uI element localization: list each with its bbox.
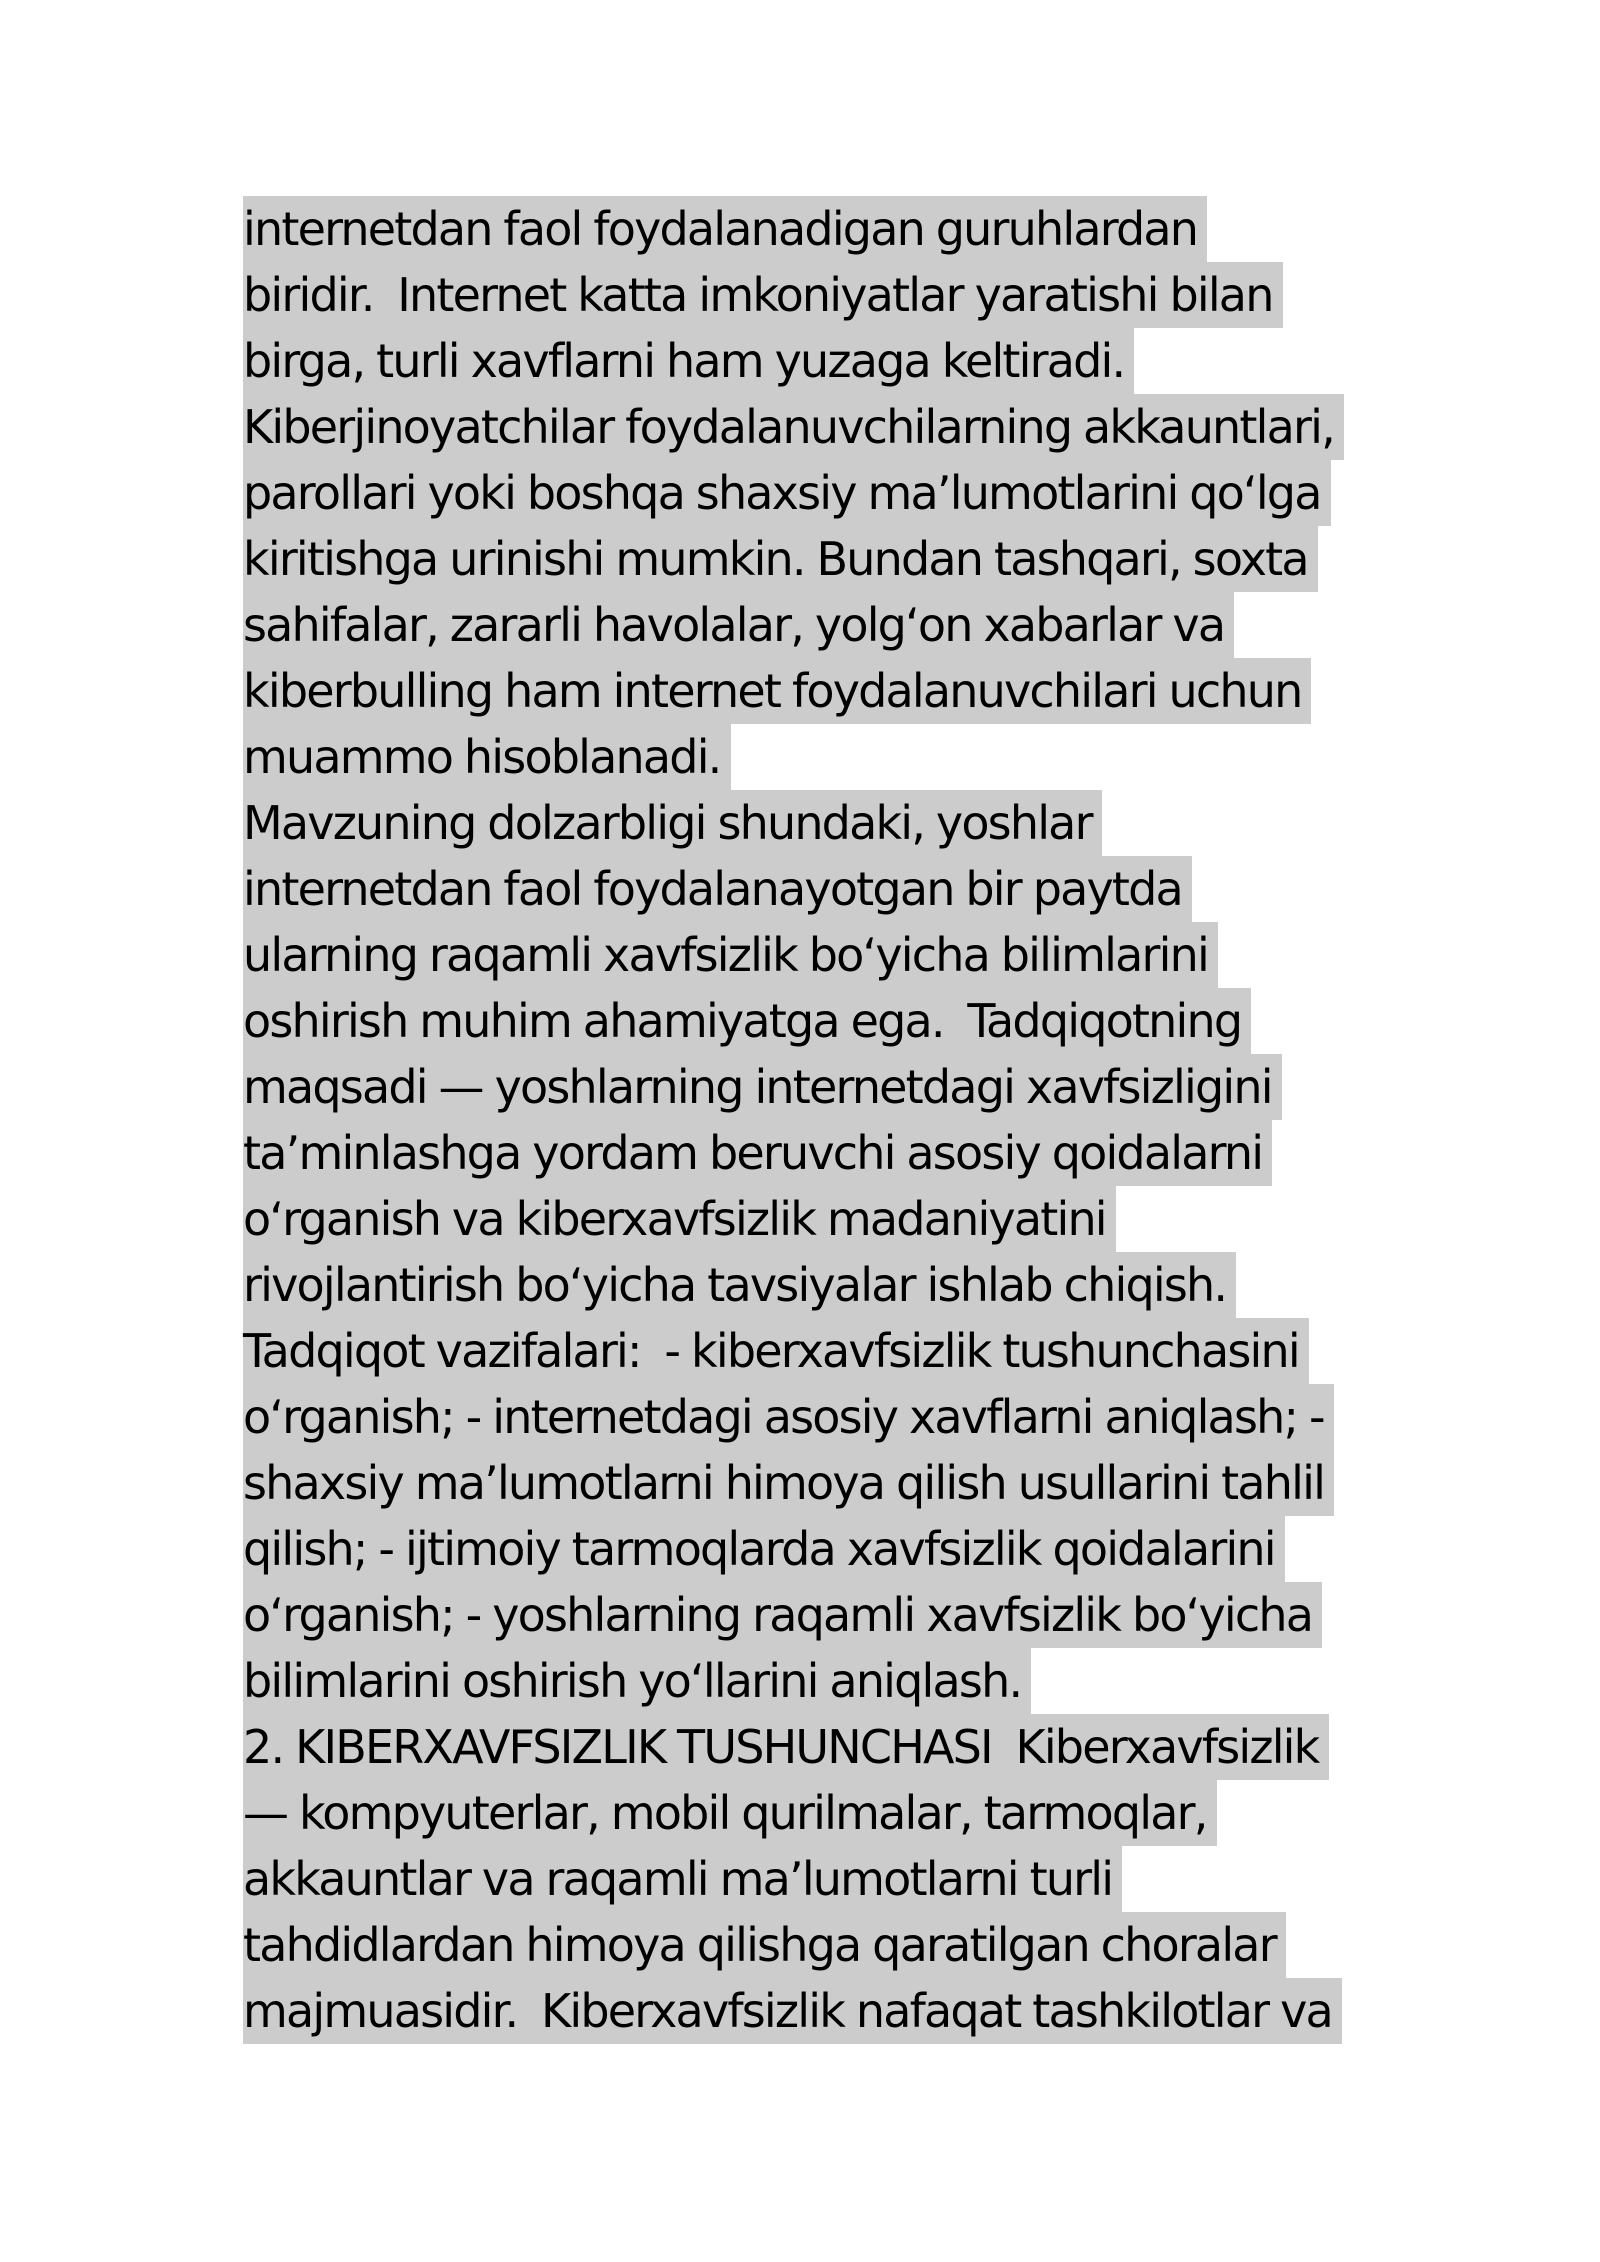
line-text: kiritishga urinishi mumkin. Bundan tashqari, soxta xyxy=(243,526,1318,592)
highlighted-text-block xyxy=(243,196,1393,2044)
text-line xyxy=(243,394,1393,460)
text-line xyxy=(243,1648,1393,1714)
text-line xyxy=(243,658,1393,724)
text-line xyxy=(243,988,1393,1054)
line-text: biridir. Internet katta imkoniyatlar yaratishi bilan xyxy=(243,262,1283,328)
text-line xyxy=(243,856,1393,922)
line-text: shaxsiy ma’lumotlarni himoya qilish usullarini tahlil xyxy=(243,1450,1334,1516)
text-line xyxy=(243,1054,1393,1120)
line-text: 2. KIBERXAVFSIZLIK TUSHUNCHASI Kiberxavfsizlik xyxy=(243,1714,1329,1780)
text-line xyxy=(243,1318,1393,1384)
line-text: internetdan faol foydalanayotgan bir paytda xyxy=(243,856,1192,922)
line-text: rivojlantirish bo‘yicha tavsiyalar ishlab chiqish. xyxy=(243,1252,1236,1318)
text-line xyxy=(243,1582,1393,1648)
text-line xyxy=(243,196,1393,262)
line-text: bilimlarini oshirish yo‘llarini aniqlash. xyxy=(243,1648,1031,1714)
text-line xyxy=(243,1978,1393,2044)
line-text: o‘rganish va kiberxavfsizlik madaniyatini xyxy=(243,1186,1116,1252)
text-line xyxy=(243,1714,1393,1780)
line-text: majmuasidir. Kiberxavfsizlik nafaqat tashkilotlar va xyxy=(243,1978,1342,2044)
line-text: muammo hisoblanadi. xyxy=(243,724,731,790)
line-text: o‘rganish; - yoshlarning raqamli xavfsizlik bo‘yicha xyxy=(243,1582,1322,1648)
line-text: birga, turli xavflarni ham yuzaga keltiradi. xyxy=(243,328,1134,394)
line-text: o‘rganish; - internetdagi asosiy xavflarni aniqlash; - xyxy=(243,1384,1334,1450)
line-text: maqsadi — yoshlarning internetdagi xavfsizligini xyxy=(243,1054,1282,1120)
line-text: qilish; - ijtimoiy tarmoqlarda xavfsizlik qoidalarini xyxy=(243,1516,1285,1582)
line-text: parollari yoki boshqa shaxsiy ma’lumotlarini qo‘lga xyxy=(243,460,1331,526)
text-line xyxy=(243,1780,1393,1846)
line-text: Tadqiqot vazifalari: - kiberxavfsizlik tushunchasini xyxy=(243,1318,1309,1384)
text-line xyxy=(243,1912,1393,1978)
text-line xyxy=(243,1846,1393,1912)
text-line xyxy=(243,724,1393,790)
line-text: kiberbulling ham internet foydalanuvchilari uchun xyxy=(243,658,1311,724)
text-line xyxy=(243,460,1393,526)
text-line xyxy=(243,592,1393,658)
text-line xyxy=(243,262,1393,328)
line-text: ta’minlashga yordam beruvchi asosiy qoidalarni xyxy=(243,1120,1272,1186)
line-text: Mavzuning dolzarbligi shundaki, yoshlar xyxy=(243,790,1102,856)
text-line xyxy=(243,328,1393,394)
line-text: akkauntlar va raqamli ma’lumotlarni turli xyxy=(243,1846,1122,1912)
text-line xyxy=(243,1186,1393,1252)
line-text: ularning raqamli xavfsizlik bo‘yicha bilimlarini xyxy=(243,922,1218,988)
text-line xyxy=(243,922,1393,988)
text-line xyxy=(243,1120,1393,1186)
line-text: oshirish muhim ahamiyatga ega. Tadqiqotning xyxy=(243,988,1251,1054)
line-text: internetdan faol foydalanadigan guruhlardan xyxy=(243,196,1207,262)
text-line xyxy=(243,1384,1393,1450)
line-text: Kiberjinoyatchilar foydalanuvchilarning akkauntlari, xyxy=(243,394,1344,460)
line-text: sahifalar, zararli havolalar, yolg‘on xabarlar va xyxy=(243,592,1234,658)
text-line xyxy=(243,1252,1393,1318)
text-line xyxy=(243,1450,1393,1516)
line-text: — kompyuterlar, mobil qurilmalar, tarmoqlar, xyxy=(243,1780,1217,1846)
line-text: tahdidlardan himoya qilishga qaratilgan choralar xyxy=(243,1912,1286,1978)
text-line xyxy=(243,1516,1393,1582)
text-line xyxy=(243,526,1393,592)
text-line xyxy=(243,790,1393,856)
